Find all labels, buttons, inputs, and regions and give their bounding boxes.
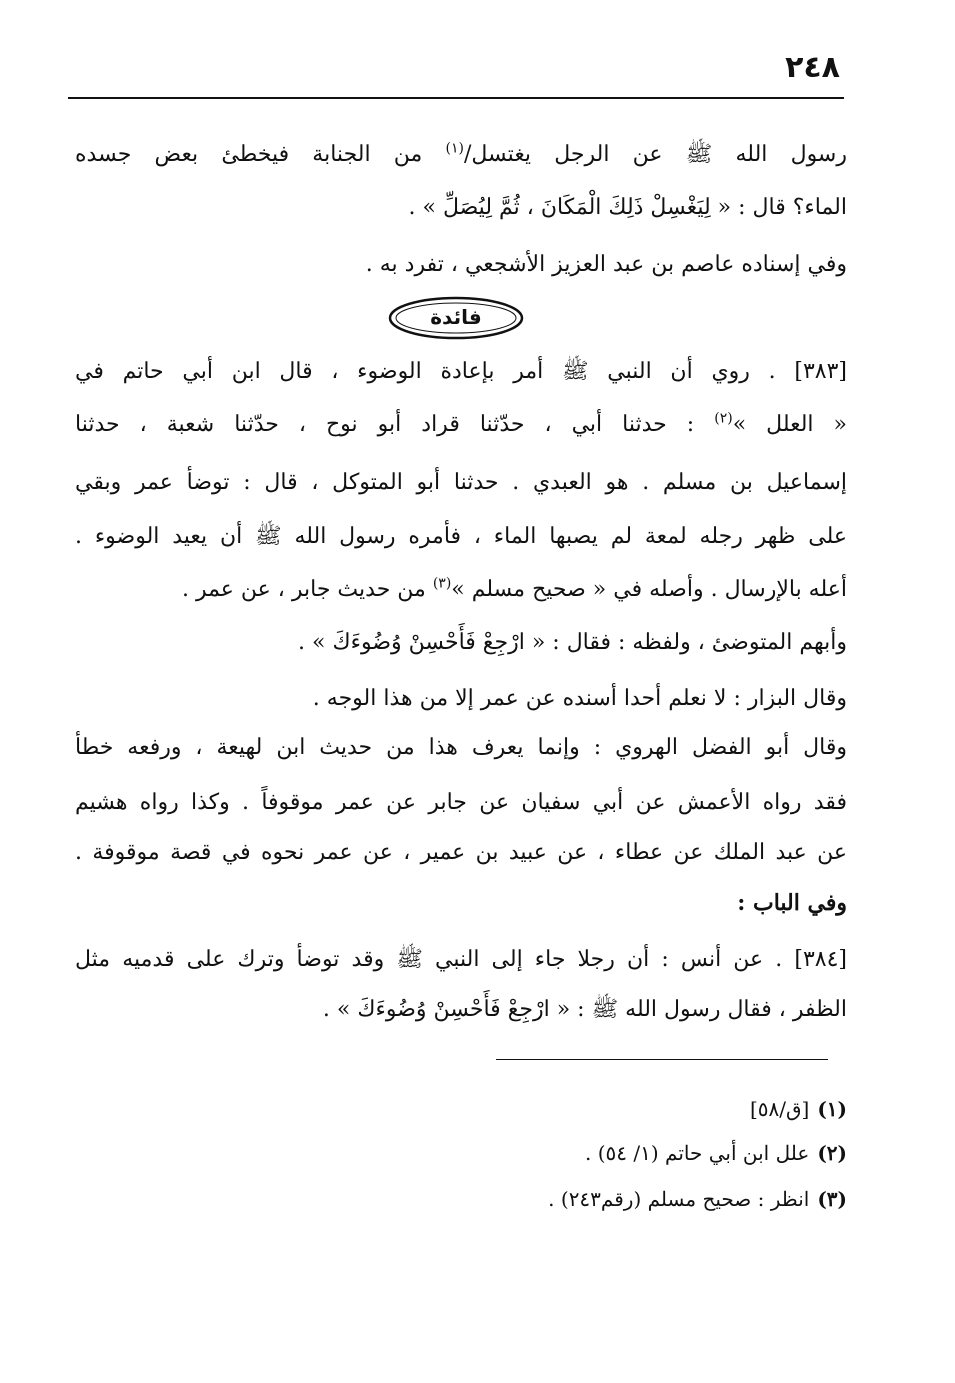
faida-label: فائدة	[430, 305, 482, 329]
text-segment: : حدثنا أبي ، حدّثنا قراد أبو نوح ، حدّثنا شعبة ، حدثنا	[75, 412, 715, 437]
text-line-10: وقال البزار : لا نعلم أحدا أسنده عن عمر إلا من هذا الوجه .	[312, 686, 847, 711]
text-line-15: [٣٨٤] . عن أنس : أن رجلا جاء إلى النبي ﷺ وقد توضأ وترك على قدميه مثل	[75, 947, 847, 972]
footnote-ref-2[interactable]: (٢)	[714, 410, 733, 427]
footnote-rule	[496, 1059, 828, 1060]
footnote-ref-3[interactable]: (٣)	[432, 575, 452, 592]
text-line-16: الظفر ، فقال رسول الله ﷺ : « ارْجِعْ فَأَحْسِنْ وُضُوءَكَ » .	[322, 997, 847, 1022]
text-line-2: الماء؟ قال : « لِيَغْسِلْ ذَلِكَ الْمَكَانَ ، ثُمَّ لِيُصَلِّ » .	[408, 195, 847, 220]
text-line-13: عن عبد الملك عن عطاء ، عن عبيد بن عمير ، عن عمر نحوه في قصة موقوفة .	[75, 840, 847, 865]
text-line-11: وقال أبو الفضل الهروي : وإنما يعرف هذا من حديث ابن لهيعة ، ورفعه خطأ	[75, 735, 847, 760]
page-number: ٢٤٨	[785, 50, 840, 85]
text-line-8	[182, 575, 847, 605]
faida-heading	[387, 294, 525, 342]
text-line-6: إسماعيل بن مسلم . هو العبدي . حدثنا أبو المتوكل ، قال : توضأ عمر وبقي	[75, 470, 847, 495]
footnote-text: [ق/٥٨]	[749, 1097, 810, 1121]
footnote-2	[585, 1140, 847, 1166]
text-line-1	[75, 140, 847, 170]
text-line-4: [٣٨٣] . روي أن النبي ﷺ أمر بإعادة الوضوء ، قال ابن أبي حاتم في	[75, 359, 847, 384]
footnote-number: (٢)	[817, 1141, 847, 1165]
text-segment: من الجنابة فيخطئ بعض جسده	[75, 142, 446, 167]
text-segment: « العلل »	[732, 412, 848, 437]
text-line-5	[75, 410, 847, 440]
text-line-3: وفي إسناده عاصم بن عبد العزيز الأشجعي ، تفرد به .	[365, 252, 847, 277]
footnote-3	[548, 1186, 847, 1212]
text-segment: من حديث جابر ، عن عمر .	[181, 577, 433, 602]
footnote-number: (١)	[817, 1097, 847, 1121]
footnote-number: (٣)	[817, 1187, 847, 1211]
text-line-7: على ظهر رجله لمعة لم يصبها الماء ، فأمره رسول الله ﷺ أن يعيد الوضوء .	[75, 524, 847, 549]
section-heading-bab: وفي الباب :	[737, 890, 847, 916]
text-line-12: فقد رواه الأعمش عن أبي سفيان عن جابر عن عمر موقوفاً . وكذا رواه هشيم	[75, 790, 847, 815]
header-rule	[68, 97, 844, 99]
footnote-text: علل ابن أبي حاتم (١/ ٥٤) .	[585, 1141, 810, 1165]
text-line-9: وأبهم المتوضئ ، ولفظه : فقال : « ارْجِعْ فَأَحْسِنْ وُضُوءَكَ » .	[298, 630, 847, 655]
text-segment: رسول الله ﷺ عن الرجل يغتسل/	[463, 142, 847, 167]
text-segment: أعله بالإرسال . وأصله في « صحيح مسلم »	[451, 577, 847, 602]
footnote-text: انظر : صحيح مسلم (رقم٢٤٣) .	[548, 1187, 810, 1211]
footnote-1	[750, 1096, 847, 1122]
footnote-ref-1[interactable]: (١)	[445, 140, 464, 157]
